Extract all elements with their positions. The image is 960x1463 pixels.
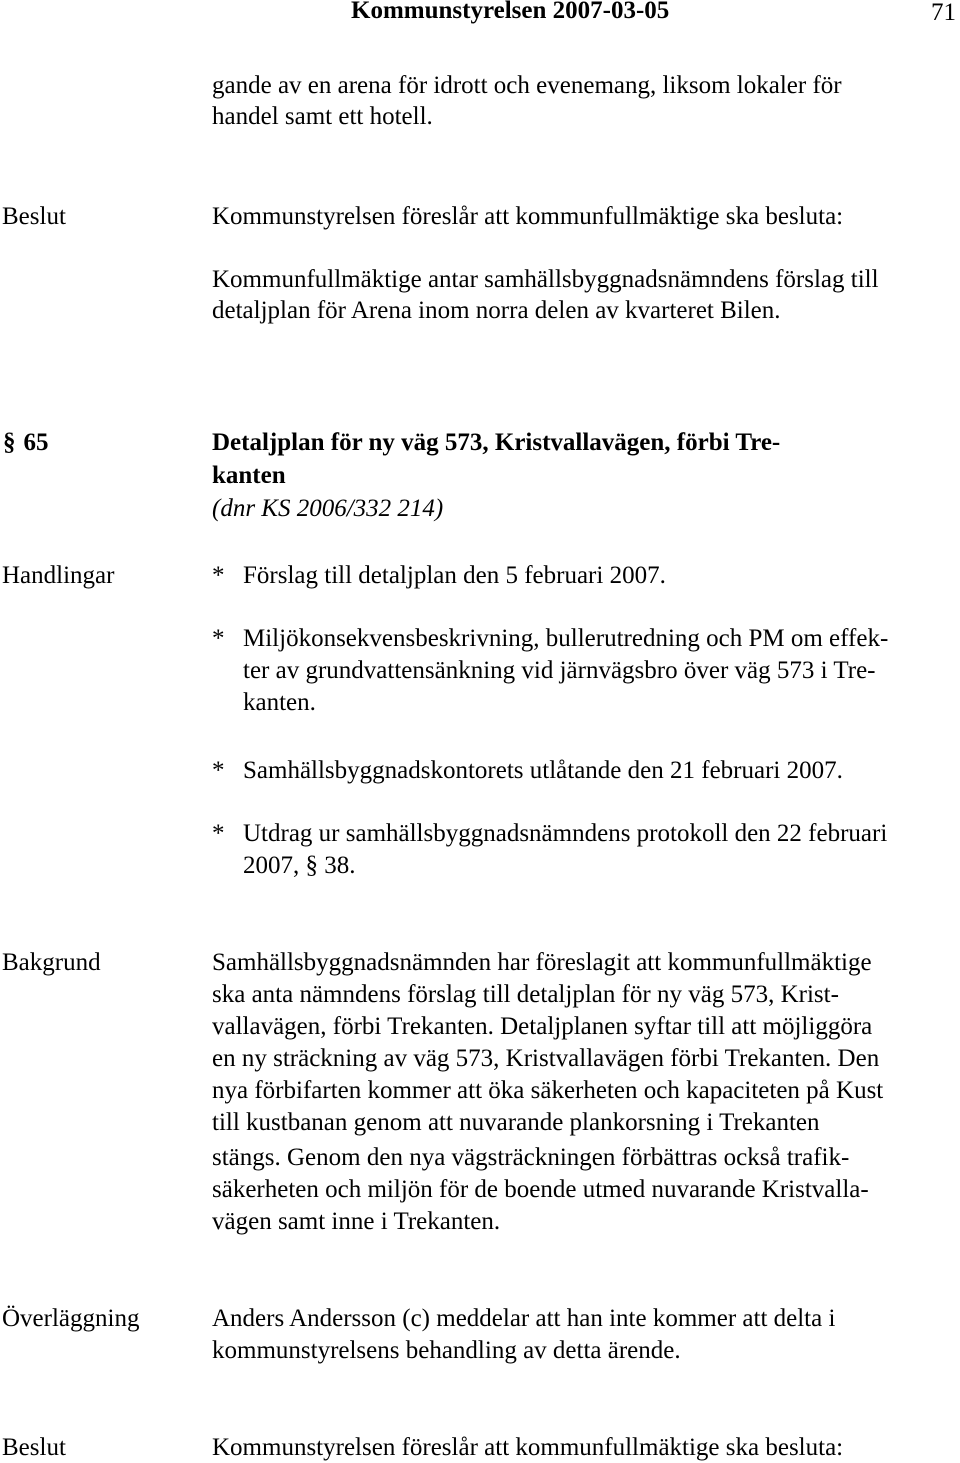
bullet-star: * (212, 757, 225, 784)
beslut-decision-line: detaljplan för Arena inom norra delen av kvarteret Bilen. (212, 297, 781, 324)
beslut-decision-line: Kommunfullmäktige antar samhällsbyggnadsnämndens förslag till (212, 266, 879, 293)
section-title-line: Detaljplan för ny väg 573, Kristvallavägen, förbi Tre- (212, 429, 781, 456)
section-symbol: § (3, 429, 16, 456)
beslut-proposal: Kommunstyrelsen föreslår att kommunfullmäktige ska besluta: (212, 1434, 844, 1461)
overlaggning-line: Anders Andersson (c) meddelar att han inte kommer att delta i (212, 1305, 836, 1332)
bakgrund-line: en ny sträckning av väg 573, Kristvallavägen förbi Trekanten. Den (212, 1045, 880, 1072)
bullet-star: * (212, 625, 225, 652)
overlaggning-label: Överläggning (2, 1305, 140, 1332)
bakgrund-line: till kustbanan genom att nuvarande plankorsning i Trekanten (212, 1109, 820, 1136)
beslut-label: Beslut (2, 203, 66, 230)
bullet-star: * (212, 820, 225, 847)
page-number: 71 (931, 0, 956, 26)
bakgrund-line: Samhällsbyggnadsnämnden har föreslagit att kommunfullmäktige (212, 949, 872, 976)
bakgrund-line: stängs. Genom den nya vägsträckningen förbättras också trafik- (212, 1144, 850, 1171)
handlingar-label: Handlingar (2, 562, 115, 589)
bakgrund-label: Bakgrund (2, 949, 101, 976)
intro-line: gande av en arena för idrott och evenemang, liksom lokaler för (212, 72, 842, 99)
page-header-title: Kommunstyrelsen 2007-03-05 (351, 0, 670, 24)
bakgrund-line: vallavägen, förbi Trekanten. Detaljplanen syftar till att möjliggöra (212, 1013, 873, 1040)
bakgrund-line: ska anta nämndens förslag till detaljplan för ny väg 573, Krist- (212, 981, 839, 1008)
beslut-proposal: Kommunstyrelsen föreslår att kommunfullmäktige ska besluta: (212, 203, 844, 230)
section-heading-number (3, 427, 49, 458)
overlaggning-line: kommunstyrelsens behandling av detta ärende. (212, 1337, 681, 1364)
intro-line: handel samt ett hotell. (212, 103, 433, 130)
beslut-label: Beslut (2, 1434, 66, 1461)
section-dnr: (dnr KS 2006/332 214) (212, 495, 444, 522)
bullet-star: * (212, 562, 225, 589)
bakgrund-line: säkerheten och miljön för de boende utmed nuvarande Kristvalla- (212, 1176, 869, 1203)
section-title-line: kanten (212, 462, 286, 489)
bakgrund-line: nya förbifarten kommer att öka säkerheten och kapaciteten på Kust (212, 1077, 884, 1104)
section-number: 65 (23, 429, 49, 456)
bakgrund-line: vägen samt inne i Trekanten. (212, 1208, 501, 1235)
